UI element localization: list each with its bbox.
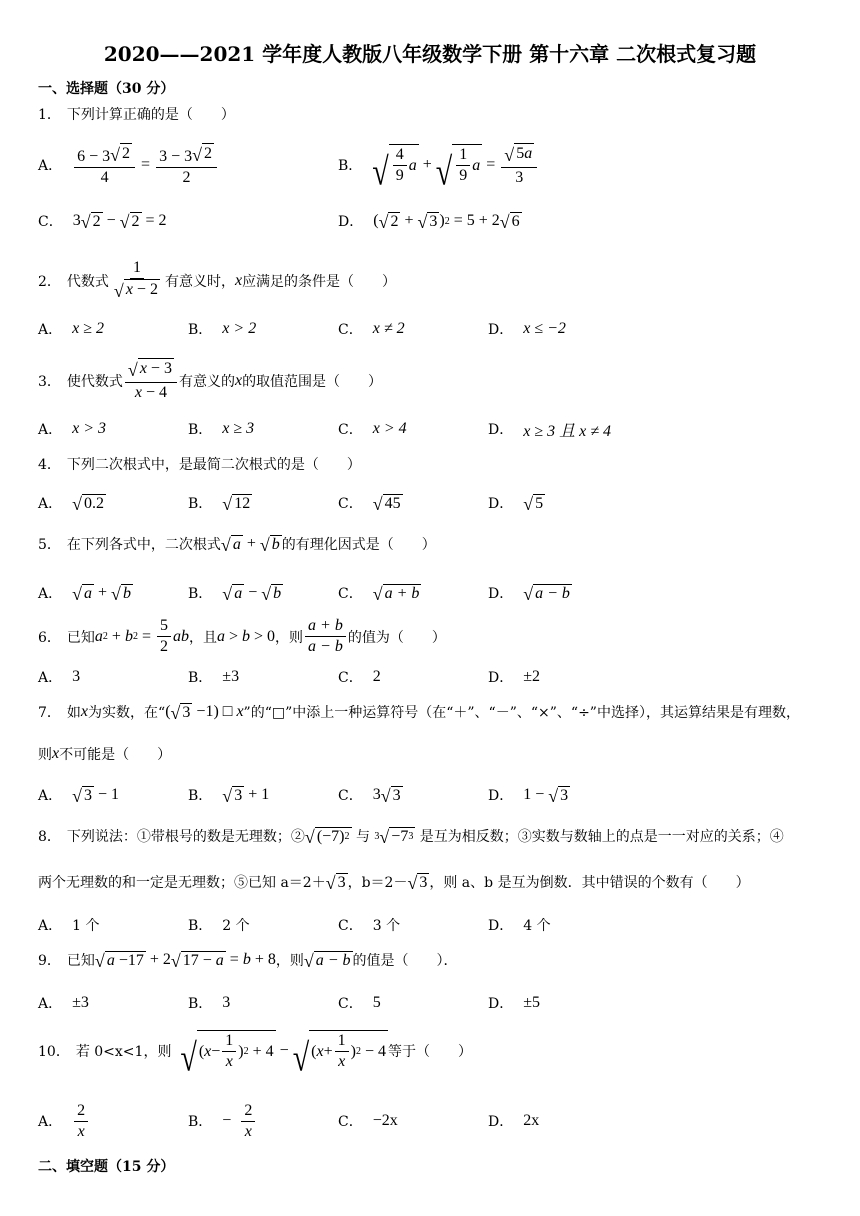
expr-2: 1 √ x − 2 <box>113 259 158 301</box>
question-1: 1． 下列计算正确的是（ ） <box>38 107 235 123</box>
question-5-options: A． √ a + √ b B． √ a − √ b C． √ a + b D． √ a − b <box>38 583 570 604</box>
question-8-options: A． 1 个 B． 2 个 C． 3 个 D． 4 个 <box>38 918 551 934</box>
expr-6b: a > b > 0 <box>216 627 276 645</box>
section-heading-choice: 一、选择题（30 分） <box>38 81 175 97</box>
page-title: 2020——2021 学年度人教版八年级数学下册 第十六章 二次根式复习题 <box>103 42 757 66</box>
question-3-options: A． x > 3 B． x ≥ 3 C． x > 4 D． x ≥ 3 且 x ≠ 4 <box>38 420 612 440</box>
expr-5: √ a + √ b <box>220 534 280 555</box>
question-5: 5． 在下列各式中，二次根式 √ a + √ b 的有理化因式是（ ） <box>38 534 436 555</box>
expr-8b: 3 √ −7 3 <box>374 826 414 847</box>
question-6: 6． 已知 a 2 + b 2 = $\frac{5}{2}$ ab ，且 a > b > 0 ，则 $\frac{a + b}{a - b}$ 的值为（ ） <box>38 617 446 655</box>
question-4-options: A． √ 0.2 B． √ 12 C． √ 45 D． √ 5 <box>38 493 544 514</box>
question-4: 4． 下列二次根式中，是最简二次根式的是（ ） <box>38 457 361 473</box>
expr-6c: $\frac{a + b}{a - b}$ <box>303 616 348 657</box>
expr-6a: a 2 + b 2 = $\frac{5}{2}$ ab <box>94 617 189 655</box>
question-9: 9． 已知 √ a −17 + 2 √ 17 − a = b + 8 ，则 √ a − b 的值是（ ）． <box>38 950 458 971</box>
expr-8a: √ (−7) 2 <box>304 826 350 847</box>
question-7-options: A． √ 3 − 1 B． √ 3 + 1 C． 3 √ 3 D． 1 − √ 3 <box>38 785 569 806</box>
expr-10: √ ( x − $\frac{1}{x}$ ) 2 + 4 − √ ( x + $\frac{1}{x}$ ) 2 − 4 <box>180 1032 386 1080</box>
question-2-options: A． x ≥ 2 B． x > 2 C． x ≠ 2 D． x ≤ −2 <box>38 320 566 338</box>
question-3: 3． 使代数式 √ x − 3 x − 4 有意义的 x 的取值范围是（ ） <box>38 360 383 401</box>
expr-1d: ( √ 2 + √ 3 ) 2 = 5 + 2 √ 6 <box>373 211 520 232</box>
question-10-options: A． $\frac{2}{x}$ B． − $\frac{2}{x}$ C． −2x D． 2x <box>38 1101 540 1140</box>
expr-1c: 3 √ 2 − √ 2 = 2 <box>72 211 167 232</box>
expr-1a: 6 − 3 √ 2 4 = 3 − 3 √ 2 2 <box>72 143 219 188</box>
option-b: B． √ $\frac{4}{9}$ a + √ $\frac{1}{9}$ a = √ 5 a 3 <box>338 150 539 180</box>
option-a: A． 6 − 3 √ 2 4 = 3 − 3 √ 2 2 <box>38 150 219 180</box>
question-7-line2: 则 x 不可能是（ ） <box>38 745 172 763</box>
question-8: 8． 下列说法：①带根号的数是无理数；② √ (−7) 2 与 3 √ −7 3 是互为相反数；③实数与数轴上的点是一一对应的关系；④ <box>38 826 784 847</box>
question-7: 7． 如 x 为实数，在“ ( √ 3 −1) □ x ”的“□”中添上一种运算符号（在“＋”、“－”、“×”、“÷”中选择），其运算结果是有理数， <box>38 702 800 723</box>
section-heading-fill: 二、填空题（15 分） <box>38 1159 175 1175</box>
question-8-line2: 两个无理数的和一定是无理数；⑤已知 a＝2＋ √ 3 ，b＝2－ √ 3 ，则 a、b 是互为倒数．其中错误的个数有（ ） <box>38 872 750 893</box>
question-1-options <box>38 144 838 194</box>
option-c: C． 3 √ 2 − √ 2 = 2 <box>38 211 167 232</box>
expr-9b: √ a − b <box>303 950 351 971</box>
question-6-options: A． 3 B． ±3 C． 2 D． ±2 <box>38 668 541 686</box>
question-1-options-row2 <box>38 206 838 236</box>
expr-9a: √ a −17 + 2 √ 17 − a = b + 8 <box>94 950 276 971</box>
option-d: D． ( √ 2 + √ 3 ) 2 = 5 + 2 √ 6 <box>338 211 520 232</box>
expr-7: ( √ 3 −1) □ x <box>165 702 244 723</box>
question-10: 10． 若 0<x<1，则 √ ( x − $\frac{1}{x}$ ) 2 + 4 − √ ( x + $\frac{1}{x}$ ) 2 − 4 等于（ ） <box>38 1032 472 1080</box>
question-2: 2． 代数式 1 √ x − 2 有意义时， x 应满足的条件是（ ） <box>38 259 397 301</box>
question-9-options: A． ±3 B． 3 C． 5 D． ±5 <box>38 994 541 1012</box>
expr-3: √ x − 3 x − 4 <box>123 358 179 403</box>
expr-1b: √ $\frac{4}{9}$ a + √ $\frac{1}{9}$ a = √ 5 a 3 <box>372 143 539 188</box>
